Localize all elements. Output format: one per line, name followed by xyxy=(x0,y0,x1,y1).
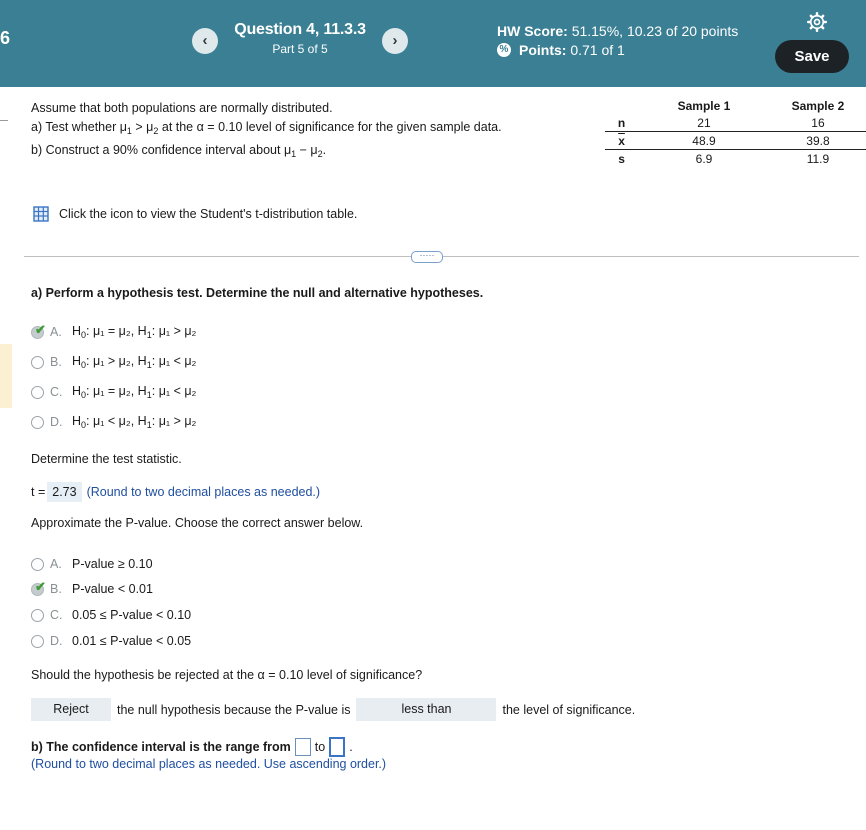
radio-button[interactable] xyxy=(31,609,44,622)
option-letter: A. xyxy=(50,325,62,339)
ci-round-note: (Round to two decimal places as needed. Use ascending order.) xyxy=(31,757,387,771)
table-cell: 11.9 xyxy=(806,151,830,166)
option-h1: μ₁ > μ₂ xyxy=(158,324,197,338)
option-text: P-value < 0.01 xyxy=(72,582,153,596)
header-bar xyxy=(0,0,866,87)
reject-dropdown[interactable]: Reject xyxy=(31,698,111,721)
option-text: $H_0$: μ₁ = μ₂, $H_1$: μ₁ > μ₂ xyxy=(72,324,197,340)
hw-score-label: HW Score: xyxy=(497,23,568,39)
t-table-link-text[interactable]: Click the icon to view the Student's t-distribution table. xyxy=(59,207,358,221)
intro-part-a: a) Test whether $\mu_1 > \mu_2$ at the α = 0.10 level of significance for the given sample data. xyxy=(31,120,502,136)
row-label: n xyxy=(605,114,638,132)
save-button[interactable]: Save xyxy=(775,40,849,73)
radio-button[interactable] xyxy=(31,578,46,596)
points-label: Points: xyxy=(519,42,567,58)
part-a-prompt: a) Perform a hypothesis test. Determine the null and alternative hypotheses. xyxy=(31,286,484,300)
table-row xyxy=(605,114,866,132)
problem-statement xyxy=(31,99,502,164)
confidence-interval-row xyxy=(31,737,353,757)
check-icon: ✔ xyxy=(35,578,46,594)
t-round-note: (Round to two decimal places as needed.) xyxy=(86,485,321,499)
check-icon: ✔ xyxy=(35,321,46,337)
reject-end-text: the level of significance. xyxy=(502,702,636,717)
option-text: 0.05 ≤ P-value < 0.10 xyxy=(72,608,192,622)
next-question-button[interactable]: › xyxy=(382,28,408,54)
ci-upper-input[interactable] xyxy=(329,737,345,757)
table-cell: 16 xyxy=(770,114,866,132)
part-b-prompt: b) The confidence interval is the range from xyxy=(31,740,291,754)
test-stat-prompt: Determine the test statistic. xyxy=(31,452,182,466)
pvalue-option-c[interactable] xyxy=(31,608,191,622)
radio-button[interactable] xyxy=(31,558,44,571)
option-letter: D. xyxy=(50,634,63,648)
hypothesis-option-a[interactable] xyxy=(31,321,197,340)
previous-question-number[interactable]: 6 xyxy=(0,28,11,48)
ci-to-label: to xyxy=(314,740,326,754)
option-h0: μ₁ = μ₂ xyxy=(93,384,131,398)
hw-score-value: 51.15%, 10.23 of 20 points xyxy=(571,23,739,39)
sample1-header: Sample 1 xyxy=(677,98,731,113)
radio-button[interactable] xyxy=(31,416,44,429)
option-h1: μ₁ < μ₂ xyxy=(158,384,197,398)
expand-more-button[interactable]: ····· xyxy=(411,251,443,263)
table-cell: 6.9 xyxy=(695,151,713,166)
left-scroll-highlight xyxy=(0,344,12,408)
option-text: $H_0$: μ₁ = μ₂, $H_1$: μ₁ < μ₂ xyxy=(72,384,197,400)
option-text: $H_0$: μ₁ > μ₂, $H_1$: μ₁ < μ₂ xyxy=(72,354,197,370)
table-cell: 21 xyxy=(638,114,770,132)
radio-button[interactable] xyxy=(31,321,46,339)
radio-button[interactable] xyxy=(31,635,44,648)
question-title: Question 4, 11.3.3 xyxy=(234,21,366,38)
previous-question-button[interactable]: ‹ xyxy=(192,28,218,54)
pvalue-option-a[interactable] xyxy=(31,557,153,571)
sample2-header: Sample 2 xyxy=(791,98,845,113)
table-cell: 48.9 xyxy=(638,132,770,150)
pvalue-option-b[interactable] xyxy=(31,578,153,596)
compare-dropdown[interactable]: less than xyxy=(356,698,496,721)
row-label: $\overline{x}$ xyxy=(605,132,638,150)
test-stat-row xyxy=(31,482,320,502)
pvalue-prompt: Approximate the P-value. Choose the correct answer below. xyxy=(31,516,364,530)
option-text: 0.01 ≤ P-value < 0.05 xyxy=(72,634,192,648)
option-h0: μ₁ > μ₂ xyxy=(93,354,131,368)
intro-a-prefix: a) Test whether xyxy=(31,120,120,134)
reject-prompt: Should the hypothesis be rejected at the α = 0.10 level of significance? xyxy=(31,668,423,682)
option-letter: B. xyxy=(50,582,62,596)
hypothesis-option-d[interactable] xyxy=(31,414,196,430)
t-value-answer[interactable]: 2.73 xyxy=(47,482,81,502)
ci-lower-input[interactable] xyxy=(295,738,311,756)
left-edge-divider xyxy=(0,120,8,121)
ci-end: . xyxy=(349,740,353,754)
sample-data-table xyxy=(605,97,866,167)
hypothesis-option-c[interactable] xyxy=(31,384,196,400)
option-text: P-value ≥ 0.10 xyxy=(72,557,153,571)
radio-button[interactable] xyxy=(31,356,44,369)
hypothesis-option-b[interactable] xyxy=(31,354,196,370)
option-h0: μ₁ < μ₂ xyxy=(93,414,131,428)
reject-conclusion-row xyxy=(31,698,641,721)
intro-part-b: b) Construct a 90% confidence interval about $\mu_1 - \mu_2$. xyxy=(31,143,327,159)
table-row xyxy=(605,150,866,168)
intro-b-suffix: . xyxy=(322,143,327,157)
question-part: Part 5 of 5 xyxy=(272,42,328,56)
option-letter: C. xyxy=(50,608,63,622)
table-icon[interactable] xyxy=(33,206,49,222)
option-h0: μ₁ = μ₂ xyxy=(93,324,131,338)
row-label: s xyxy=(618,151,625,166)
intro-b-prefix: b) Construct a 90% confidence interval about xyxy=(31,143,284,157)
option-h1: μ₁ > μ₂ xyxy=(158,414,197,428)
pvalue-option-d[interactable] xyxy=(31,634,191,648)
table-row xyxy=(605,132,866,150)
table-cell: 39.8 xyxy=(770,132,866,150)
partial-credit-icon: % xyxy=(497,43,511,57)
points xyxy=(497,42,625,58)
option-letter: C. xyxy=(50,385,63,399)
gear-icon[interactable] xyxy=(807,12,827,32)
option-letter: D. xyxy=(50,415,63,429)
reject-mid-text: the null hypothesis because the P-value is xyxy=(117,702,351,717)
option-letter: A. xyxy=(50,557,62,571)
intro-a-suffix: at the α = 0.10 level of significance for the given sample data. xyxy=(158,120,502,134)
option-h1: μ₁ < μ₂ xyxy=(158,354,197,368)
t-table-link[interactable] xyxy=(33,206,357,222)
intro-line: Assume that both populations are normally distributed. xyxy=(31,101,333,115)
hw-score xyxy=(497,23,738,39)
option-text: $H_0$: μ₁ < μ₂, $H_1$: μ₁ > μ₂ xyxy=(72,414,197,430)
option-letter: B. xyxy=(50,355,62,369)
points-value: 0.71 of 1 xyxy=(570,42,625,58)
radio-button[interactable] xyxy=(31,386,44,399)
t-label: t = xyxy=(31,485,46,499)
